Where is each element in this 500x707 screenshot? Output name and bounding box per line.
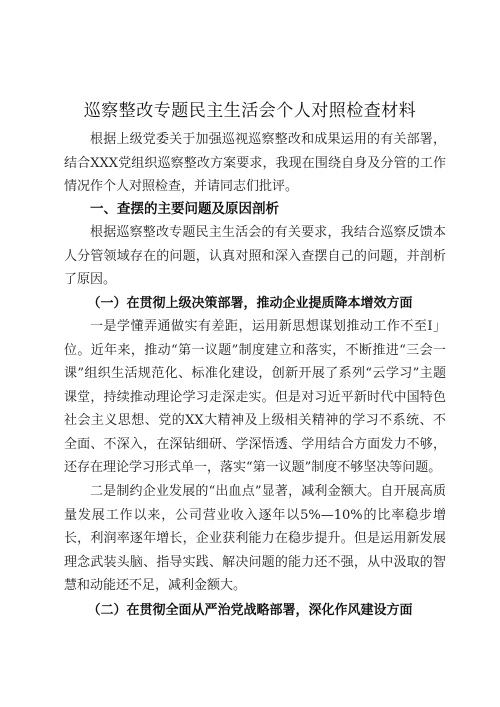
section-paragraph-problems: 根据巡察整改专题民主生活会的有关要求，我结合巡察反馈本人分管领域存在的问题，认真对照和深入查摆自己的问题，并剖析了原因。 (64, 225, 446, 287)
subsection-paragraph-theory: 一是学懂弄通做实有差距，运用新思想谋划推动工作不至Ⅰ」位。近年来，推动“第一议题”制度建立和落实，不断推进“三会一课”组织生活规范化、标准化建设，创新开展了系列“云学习”主题课堂，持续推动理论学习走深走实。但是对习近平新时代中国特色社会主义思想、党的XX大精神及上级相关精神的学习不系统、不全面、不深入，在深钻细研、学深悟透、学用结合方面发力不够，还存在理论学习形式单一，落实“第一议题”制度不够坚决等问题。 (64, 319, 446, 475)
subsection-heading-decisions: （一）在贯彻上级决策部署，推动企业提质降本增效方面 (87, 296, 413, 311)
section-heading-problems: 一、查摆的主要问题及原因剖析 (90, 201, 279, 217)
subsection-paragraph-development: 二是制约企业发展的“出血点”显著，减利金额大。自开展高质量发展工作以来，公司营业收入逐年以5%—10%的比率稳步增长，利润率逐年增长，企业获利能力在稳步提升。但是运用新发展理念武装头脑、指导实践、解决问题的能力还不强，从中汲取的智慧和动能还不足，减利金额大。 (64, 484, 446, 593)
document-title: 巡察整改专题民主生活会个人对照检查材料 (83, 101, 417, 121)
intro-paragraph: 根据上级党委关于加强巡视巡察整改和成果运用的有关部署，结合XXX党组织巡察整改方案要求，我现在围绕自身及分管的工作情况作个人对照检查，并请同志们批评。 (64, 132, 446, 194)
subsection-heading-party: （二）在贯彻全面从严治党战略部署，深化作风建设方面 (87, 603, 413, 618)
